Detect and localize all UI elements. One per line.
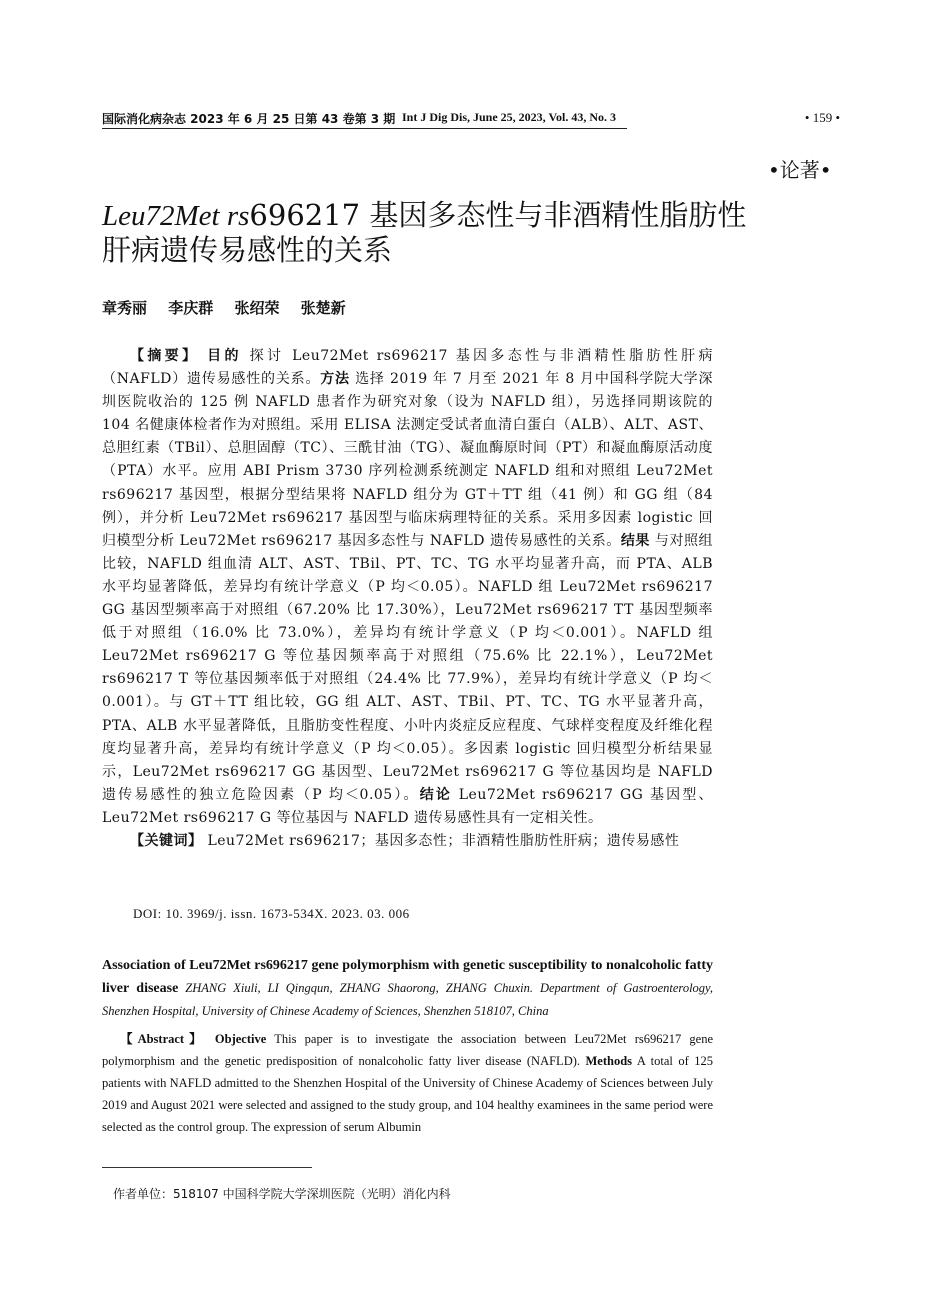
en-methods-label: Methods (585, 1054, 633, 1068)
en-objective-label: Objective (214, 1032, 267, 1046)
chinese-abstract (102, 345, 713, 853)
english-affiliation: Department of Gastroenterology, Shenzhen Hospital, University of Chinese Academy of Sciences, Shenzhen 518107, China (102, 981, 714, 1018)
title-gene-num: 696217 (249, 198, 361, 232)
column-label: •论著• (768, 158, 832, 182)
english-authors: ZHANG Xiuli, LI Qingqun, ZHANG Shaorong, ZHANG Chuxin. (185, 981, 533, 995)
methods-text: 选择 2019 年 7 月至 2021 年 8 月中国科学院大学深圳医院收治的 125 例 NAFLD 患者作为研究对象（设为 NAFLD 组），另选择同期该院的 104 名健康体检者作为对照组。采用 ELISA 法测定受试者血清白蛋白（ALB）、ALT、AST、总胆红素（TBil）、总胆固醇（TC）、三酰甘油（TG）、凝血酶原时间（PT）和凝血酶原活动度（PTA）水平。应用 ABI Prism 3730 序列检测系统测定 NAFLD 组和对照组 Leu72Met rs696217 基因型，根据分型结果将 NAFLD 组分为 GT＋TT 组（41 例）和 GG 组（84 例），并分析 Leu72Met rs696217 基因型与临床病理特征的关系。采用多因素 logistic 回归模型分析 Leu72Met rs696217 基因多态性与 NAFLD 遗传易感性的关系。 (102, 371, 713, 549)
english-abstract (102, 954, 713, 1138)
en-methods-text: A total of 125 patients with NAFLD admitted to the Shenzhen Hospital of the University of Chinese Academy of Sciences between July 2019 and August 2021 were selected and assigned to the study group, and 104 healthy examinees in the same period were selected as the control group. The expression of serum Albumin (102, 1054, 713, 1134)
en-abstract-label: 【Abstract】 (120, 1032, 207, 1046)
journal-en: Int J Dig Dis, June 25, 2023, Vol. 43, No. 3 (402, 110, 617, 124)
keywords-label: 【关键词】 (130, 832, 203, 849)
objective-text: 探讨 Leu72Met rs696217 基因多态性与非酒精性脂肪性肝病（NAFLD）遗传易感性的关系。 (102, 348, 713, 388)
en-objective-text: This paper is to investigate the association between Leu72Met rs696217 gene polymorphism and the genetic predisposition of nonalcoholic fatty liver disease (NAFLD). (102, 1032, 714, 1068)
header-rule (102, 128, 627, 129)
methods-label: 方法 (320, 371, 350, 388)
page-number: • 159 • (804, 110, 840, 125)
article-title (102, 198, 802, 267)
conclusion-text: Leu72Met rs696217 GG 基因型、Leu72Met rs696217 G 等位基因与 NAFLD 遗传易感性具有一定相关性。 (102, 786, 714, 826)
journal-cn: 国际消化病杂志 2023 年 6 月 25 日第 43 卷第 3 期 (102, 112, 396, 126)
footnote: 作者单位：518107 中国科学院大学深圳医院（光明）消化内科 (113, 1187, 451, 1201)
objective-label: 目的 (207, 348, 242, 364)
title-line2: 肝病遗传易感性的关系 (102, 233, 393, 267)
doi: DOI: 10. 3969/j. issn. 1673-534X. 2023. 03. 006 (133, 906, 410, 921)
keywords-text: Leu72Met rs696217；基因多态性；非酒精性脂肪性肝病；遗传易感性 (207, 832, 680, 849)
results-label: 结果 (620, 532, 650, 549)
conclusion-label: 结论 (419, 786, 453, 803)
results-text: 与对照组比较，NAFLD 组血清 ALT、AST、TBil、PT、TC、TG 水平均显著升高，而 PTA、ALB 水平均显著降低，差异均有统计学意义（P 均＜0.05）。NAFLD 组 Leu72Met rs696217 GG 基因型频率高于对照组（67.20% 比 17.30%），Leu72Met rs696217 TT 基因型频率低于对照组（16.0% 比 73.0%），差异均有统计学意义（P 均＜0.001）。NAFLD 组 Leu72Met rs696217 G 等位基因频率高于对照组（75.6% 比 22.1%），Leu72Met rs696217 T 等位基因频率低于对照组（24.4% 比 77.9%），差异均有统计学意义（P 均＜0.001）。与 GT＋TT 组比较，GG 组 ALT、AST、TBil、PT、TC、TG 水平显著升高，PTA、ALB 水平显著降低，且脂肪变性程度、小叶内炎症反应程度、气球样变程度及纤维化程度均显著升高，差异均有统计学意义（P 均＜0.05）。多因素 logistic 回归模型分析结果显示，Leu72Met rs696217 GG 基因型、Leu72Met rs696217 G 等位基因均是 NAFLD 遗传易感性的独立危险因素（P 均＜0.05）。 (102, 532, 714, 803)
title-line1: 基因多态性与非酒精性脂肪性 (360, 198, 747, 232)
title-gene-italic: Leu72Met rs (102, 200, 250, 232)
authors: 章秀丽 李庆群 张绍荣 张楚新 (102, 299, 346, 317)
footnote-rule (102, 1167, 312, 1168)
abstract-label: 【摘要】 (130, 348, 200, 364)
english-title: Association of Leu72Met rs696217 gene polymorphism with genetic susceptibility to nonalcoholic fatty liver disease (102, 958, 713, 996)
